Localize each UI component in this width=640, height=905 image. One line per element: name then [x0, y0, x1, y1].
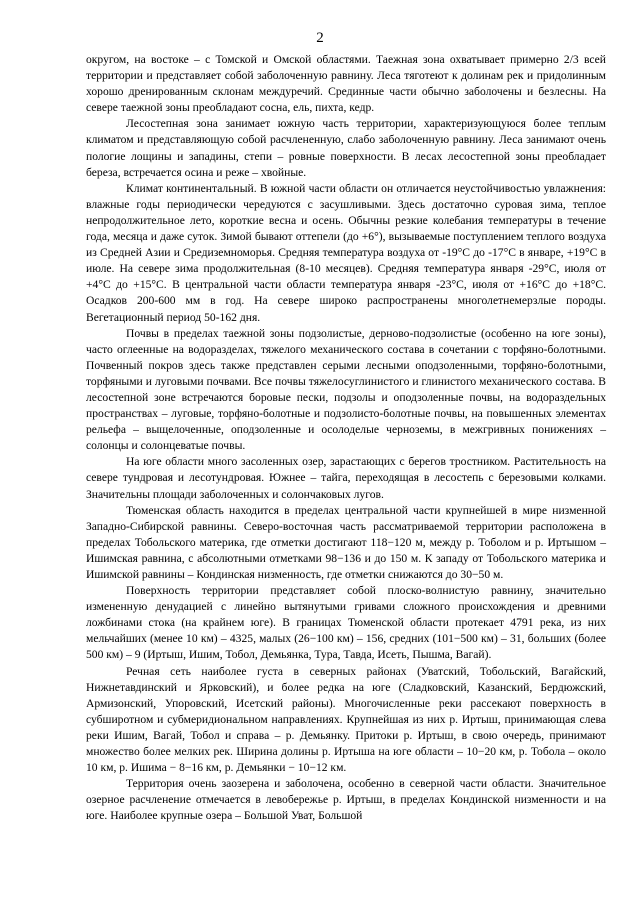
body-text — [86, 52, 606, 825]
paragraph-geography: Тюменская область находится в пределах центральной части крупнейшей в мире низменной Западно-Сибирской равнины. Северо-восточная часть рассматриваемой территории расположена в пределах Тобольского материка, где отметки достигают 118−120 м, между р. Тоболом и р. Иртышом – Ишимская равнина, с абсолютными отметками 98−136 и до 150 м. К западу от Тобольского материка и Ишимской равнины – Кондинская низменность, где отметки снижаются до 30−50 м. — [86, 503, 606, 581]
paragraph-taiga-zone: округом, на востоке – с Томской и Омской областями. Таежная зона охватывает примерно 2/3 всей территории и представляет собой заболоченную равнину. Леса тяготеют к долинам рек и придолинным хорошо дренированным склонам междуречий. Срединные части обычно заболочены и безлесны. На севере таежной зоны преобладают сосна, ель, пихта, кедр. — [86, 53, 606, 115]
paragraph-lakes-wetlands: Территория очень заозерена и заболочена, особенно в северной части области. Значительное озерное расчленение отмечается в левобережье р. Иртыш, в пределах Кондинской низменности и на юге. Наиболее крупные озера – Большой Уват, Большой — [86, 777, 606, 823]
paragraph-forest-steppe: Лесостепная зона занимает южную часть территории, характеризующуюся более теплым климатом и представляющую собой расчлененную, слабо заболоченную равнину. Леса занимают очень пологие лощины и западины, степи – ровные поверхности. В лесах лесостепной зоны преобладает береза, встречается осина и реже – хвойные. — [86, 117, 606, 179]
paragraph-lakes-vegetation: На юге области много засоленных озер, зарастающих с берегов тростником. Растительность на севере тундровая и лесотундровая. Южнее – тайга, переходящая в лесостепь с березовыми колками. Значительны площади заболоченных и солончаковых лугов. — [86, 455, 606, 501]
paragraph-soils: Почвы в пределах таежной зоны подзолистые, дерново-подзолистые (особенно на юге зоны), часто оглеенные на водоразделах, тяжелого механического состава в сочетании с торфяно-болотными. Почвенный покров здесь также представлен серыми лесными оподзоленными, торфяно-болотными, торфяными и луговыми почвами. Все почвы тяжелосуглинистого и глинистого механического состава. В лесостепной зоне встречаются боровые пески, подзолы и оподзоленные почвы, на водораздельных пространствах – луговые, торфяно-болотные и подзолисто-болотные почвы, на повышенных элементах рельефа – выщелоченные, оподзоленные и оcолоделые черноземы, в межгривных понижениях – солонцы и солонцеватые почвы. — [86, 326, 606, 453]
paragraph-river-network: Речная сеть наиболее густа в северных районах (Уватский, Тобольский, Вагайский, Нижнетавдинский и Ярковский), и более редка на юге (Сладковский, Казанский, Бердюжский, Армизонский, Упоровский, Исетский районы). Многочисленные реки рассекают поверхность в субширотном и субмеридиональном направлениях. Крупнейшая из них р. Иртыш, принимающая слева реки Ишим, Вагай, Тобол и справа – р. Демьянку. Притоки р. Иртыш, в свою очередь, принимают множество более мелких рек. Ширина долины р. Иртыша на юге области – 10−20 км, р. Тобола – около 10 км, р. Ишима − 8−16 км, р. Демьянки − 10−12 км. — [86, 664, 606, 775]
page-number: 2 — [316, 30, 324, 46]
paragraph-surface-rivers: Поверхность территории представляет собой плоско-волнистую равнину, значительно измененную денудацией с линейно вытянутыми гривами сложного происхождения и древними ложбинами стока (на крайнем юге). В границах Тюменской области протекает 4791 река, из них мельчайших (менее 10 км) – 4325, малых (26−100 км) – 156, средних (101−500 км) – 31, больших (более 500 км) – 9 (Иртыш, Ишим, Тобол, Демьянка, Тура, Тавда, Исеть, Пышма, Вагай). — [86, 584, 606, 662]
paragraph-climate: Климат континентальный. В южной части области он отличается неустойчивостью увлажнения: влажные годы периодически чередуются с засушливыми. Здесь достаточно суровая зима, теплое непродолжительное лето, короткие весна и осень. Обычны резкие колебания температуры в течение года, месяца и даже суток. Зимой бывают оттепели (до +6°), вызываемые поступлением теплого воздуха из Средней Азии и Средиземноморья. Средняя температура воздуха от -19°С до -17°С в январе, +19°С в июле. На севере зима продолжительная (8-10 месяцев). Средняя температура января -29°С, июля от +4°С до +15°С. В центральной части области температура января -23°С, июля от +16°С до +18°С. Осадков 200-600 мм в год. На севере широко распространены многолетнемерзлые породы. Вегетационный период 50-162 дня. — [86, 181, 606, 324]
